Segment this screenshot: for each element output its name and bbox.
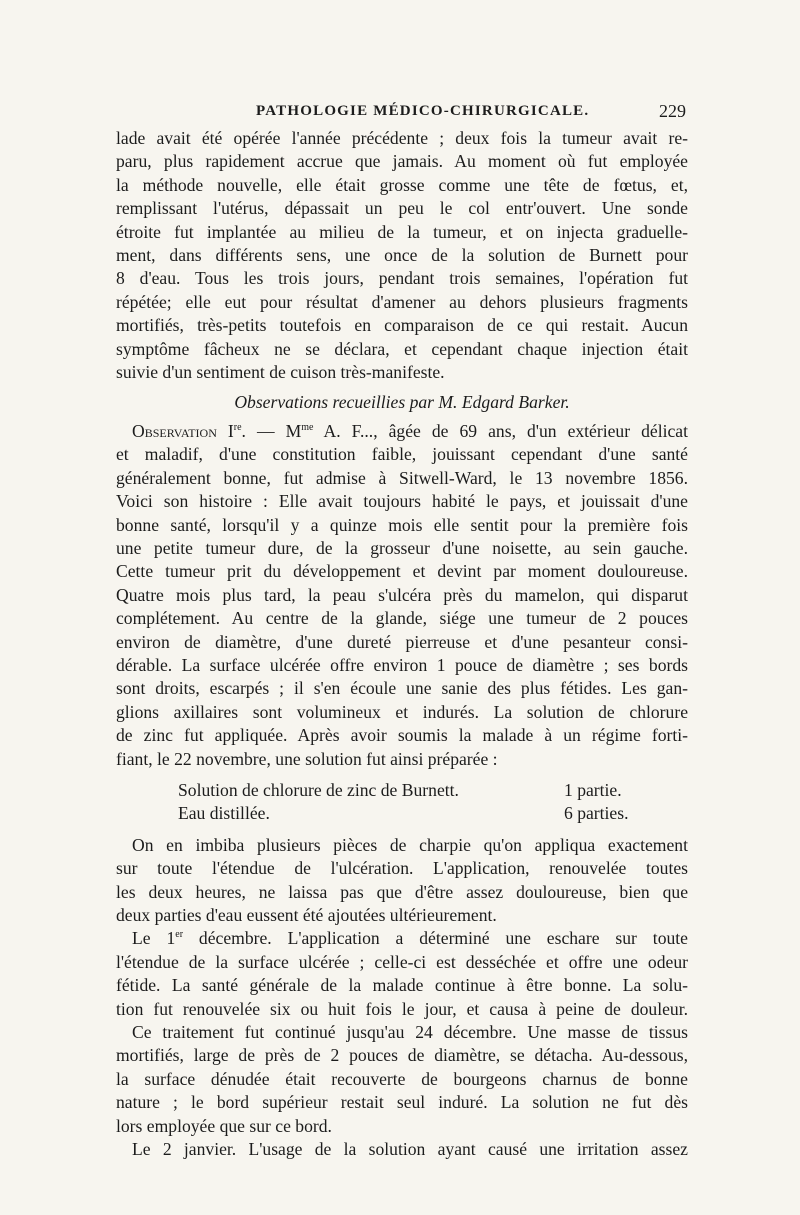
text-line: complétement. Au centre de la glande, siége une tumeur de 2 pouces xyxy=(116,608,688,629)
running-title: PATHOLOGIE MÉDICO-CHIRURGICALE. xyxy=(256,103,590,119)
text-line: la méthode nouvelle, elle était grosse comme une tête de fœtus, et, xyxy=(116,174,688,195)
recipe-quantity: 1 partie. xyxy=(564,779,622,800)
january-paragraph xyxy=(116,1138,688,1161)
text-line: les deux heures, ne laissa pas que d'être assez douloureuse, bien que xyxy=(116,881,688,902)
text-line: Quatre mois plus tard, la peau s'ulcéra près du mamelon, qui disparut xyxy=(116,584,688,605)
observation-first-line xyxy=(116,420,688,443)
text-line: tion fut renouvelée six ou huit fois le jour, et causa à peine de douleur. xyxy=(116,998,688,1019)
recipe-row xyxy=(116,802,688,825)
text-line: et maladif, d'une constitution faible, jouissant cependant d'une santé xyxy=(116,444,688,465)
text-line: sur toute l'étendue de l'ulcération. L'application, renouvelée toutes xyxy=(116,858,688,879)
observation-dash: . — M xyxy=(241,420,302,441)
text-line: On en imbiba plusieurs pièces de charpie qu'on appliqua exactement xyxy=(132,834,688,855)
text-line: la surface dénudée était recouverte de bourgeons charnus de bonne xyxy=(116,1068,688,1089)
december-first-line xyxy=(116,927,688,950)
observation-label: Observation I xyxy=(132,420,234,441)
recipe-table xyxy=(116,779,688,826)
december-first-line-tail: décembre. L'application a déterminé une eschare sur toute xyxy=(183,928,688,949)
madame-superscript: me xyxy=(301,422,314,434)
text-line: généralement bonne, fut admise à Sitwell-Ward, le 13 novembre 1856. xyxy=(116,467,688,488)
body-text xyxy=(116,127,688,1161)
text-line: remplissant l'utérus, dépassait un peu le col entr'ouvert. Une sonde xyxy=(116,198,688,219)
text-line: Cette tumeur prit du développement et devint par moment douloureuse. xyxy=(116,561,688,582)
page-number: 229 xyxy=(659,101,686,121)
text-line: Le 2 janvier. L'usage de la solution ayant causé une irritation assez xyxy=(132,1139,688,1160)
text-line: l'étendue de la surface ulcérée ; celle-ci est desséchée et offre une odeur xyxy=(116,951,688,972)
december-superscript: er xyxy=(175,929,184,941)
text-line: lors employée que sur ce bord. xyxy=(116,1115,332,1136)
text-line: sont droits, escarpés ; il s'en écoule une sanie des plus fétides. Les gan- xyxy=(116,678,688,699)
text-line: mortifiés, très-petits toutefois en comparaison de ce qui restait. Aucun xyxy=(116,315,688,336)
text-line: deux parties d'eau eussent été ajoutées ultérieurement. xyxy=(116,904,497,925)
text-line: dérable. La surface ulcérée offre environ 1 pouce de diamètre ; ses bords xyxy=(116,654,688,675)
december-prefix: Le 1 xyxy=(132,928,176,949)
recipe-ingredient: Eau distillée. xyxy=(178,803,270,824)
text-line: étroite fut implantée au milieu de la tumeur, et on injecta graduelle- xyxy=(116,221,688,242)
text-line: lade avait été opérée l'année précédente ; deux fois la tumeur avait re- xyxy=(116,128,688,148)
text-line: ment, dans différents sens, une once de la solution de Burnett pour xyxy=(116,245,688,266)
application-paragraph xyxy=(116,834,688,928)
observation-paragraph xyxy=(116,420,688,771)
text-line: répétée; elle eut pour résultat d'amener au dehors plusieurs fragments xyxy=(116,291,688,312)
text-line: une petite tumeur dure, de la grosseur d'une noisette, au sein gauche. xyxy=(116,537,688,558)
text-line: paru, plus rapidement accrue que jamais. Au moment où fut employée xyxy=(116,151,688,172)
text-line: Voici son histoire : Elle avait toujours habité le pays, et jouissait d'une xyxy=(116,491,688,512)
text-line: environ de diamètre, d'une dureté pierreuse et d'une pesanteur consi- xyxy=(116,631,688,652)
observation-first-line-tail: A. F..., âgée de 69 ans, d'un extérieur délicat xyxy=(313,420,688,441)
text-line: nature ; le bord supérieur restait seul induré. La solution ne fut dès xyxy=(116,1092,688,1113)
page-header xyxy=(116,101,686,127)
text-line: 8 d'eau. Tous les trois jours, pendant trois semaines, l'opération fut xyxy=(116,268,688,289)
recipe-ingredient: Solution de chlorure de zinc de Burnett. xyxy=(178,779,459,800)
text-line: de zinc fut appliquée. Après avoir soumis la malade à un régime forti- xyxy=(116,725,688,746)
treatment-paragraph xyxy=(116,1021,688,1138)
text-line: suivie d'un sentiment de cuison très-manifeste. xyxy=(116,362,445,383)
text-line: mortifiés, large de près de 2 pouces de diamètre, se détacha. Au-dessous, xyxy=(116,1045,688,1066)
text-line: Ce traitement fut continué jusqu'au 24 décembre. Une masse de tissus xyxy=(132,1022,688,1042)
intro-paragraph xyxy=(116,127,688,384)
text-line: fétide. La santé générale de la malade continue à être bonne. La solu- xyxy=(116,975,688,996)
section-heading: Observations recueillies par M. Edgard Barker. xyxy=(234,392,570,413)
text-line: bonne santé, lorsqu'il y a quinze mois elle sentit pour la première fois xyxy=(116,514,688,535)
recipe-quantity: 6 parties. xyxy=(564,803,629,824)
december-paragraph xyxy=(116,927,688,1021)
text-line: glions axillaires sont volumineux et indurés. La solution de chlorure xyxy=(116,701,688,722)
text-line: fiant, le 22 novembre, une solution fut ainsi préparée : xyxy=(116,748,498,769)
observation-label-superscript: re xyxy=(233,422,242,434)
recipe-row xyxy=(116,779,688,802)
text-line: symptôme fâcheux ne se déclara, et cependant chaque injection était xyxy=(116,338,688,359)
